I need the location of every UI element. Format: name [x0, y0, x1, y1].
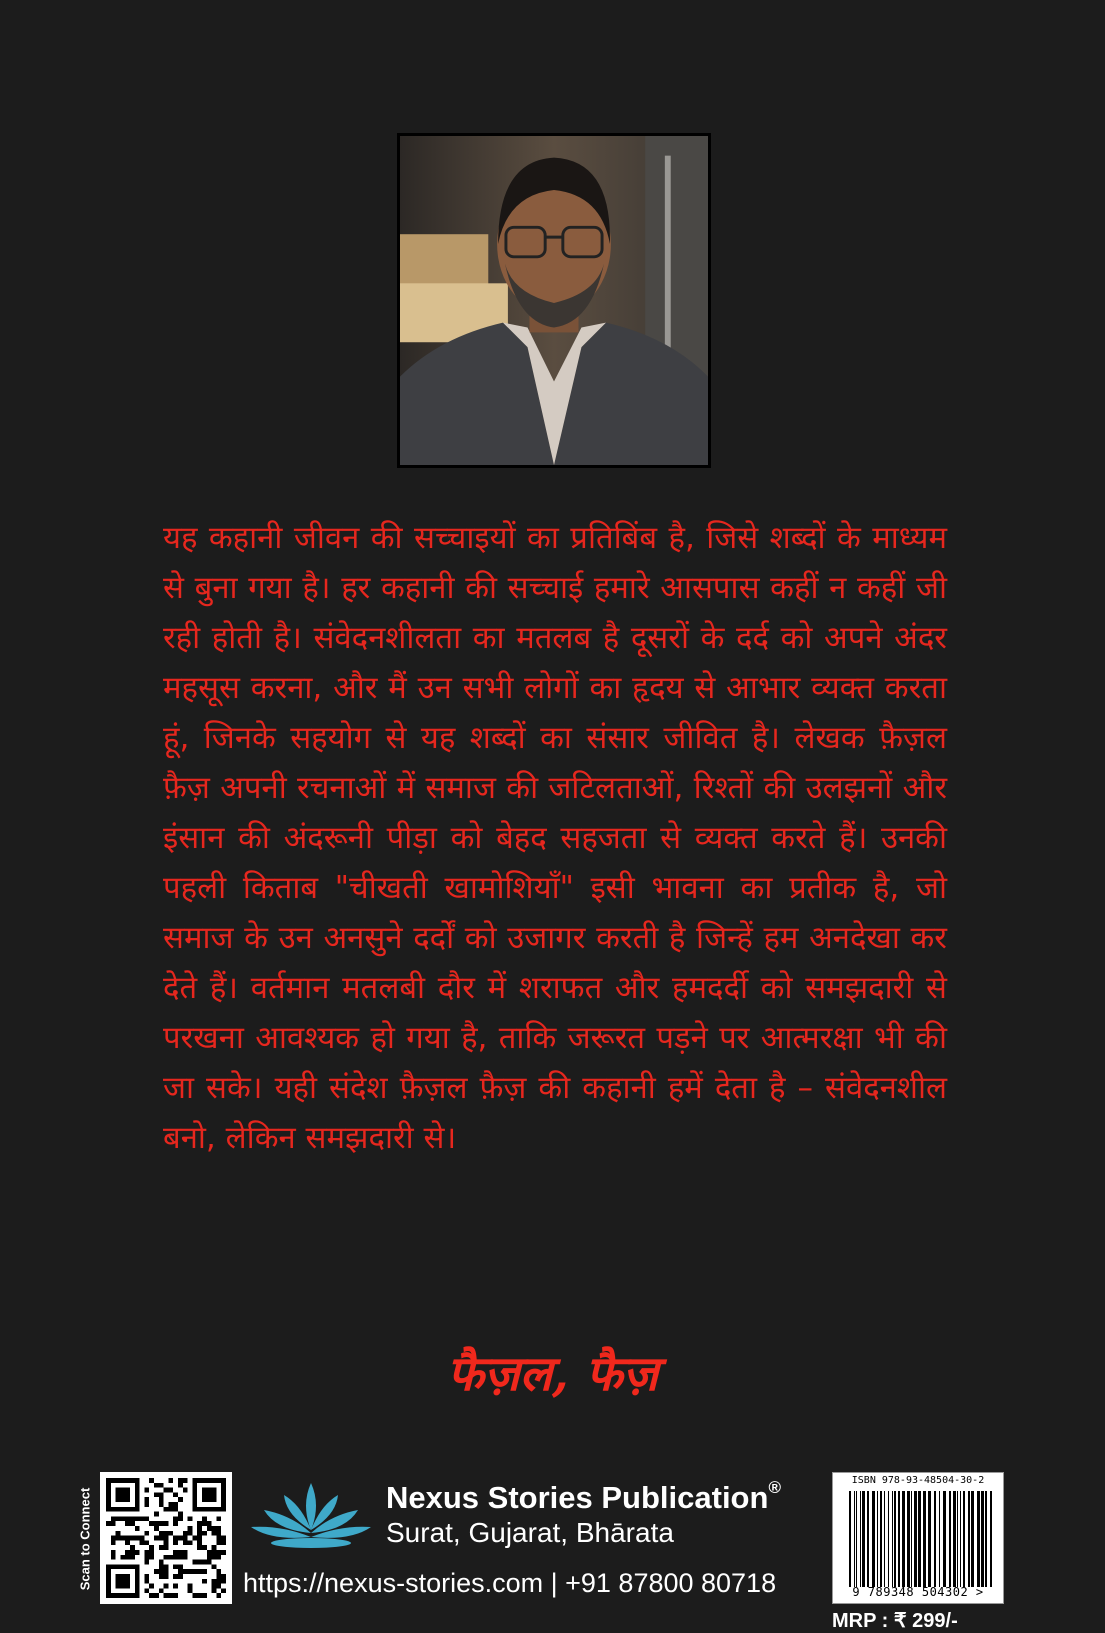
back-cover-blurb: यह कहानी जीवन की सच्चाइयों का प्रतिबिंब है, जिसे शब्दों के माध्यम से बुना गया है। हर कहानी की सच्चाई हमारे आसपास कहीं न कहीं जी रही होती है। संवेदनशीलता का मतलब है दूसरों के दर्द को अपने अंदर महसूस करना, और मैं उन सभी लोगों का हृदय से आभार व्यक्त करता हूं, जिनके सहयोग से यह शब्दों का संसार जीवित है। लेखक फ़ैज़ल फ़ैज़ अपनी रचनाओं में समाज की जटिलताओं, रिश्तों की उलझनों और इंसान की अंदरूनी पीड़ा को बेहद सहजता से व्यक्त करते हैं। उनकी पहली किताब "चीखती खामोशियाँ" इसी भावना का प्रतीक है, जो समाज के उन अनसुने दर्दों को उजागर करती है जिन्हें हम अनदेखा कर देते हैं। वर्तमान मतलबी दौर में शराफत और हमदर्दी को समझदारी से परखना आवश्यक हो गया है, ताकि जरूरत पड़ने पर आत्मरक्षा भी की जा सके। यही संदेश फ़ैज़ल फ़ैज़ की कहानी हमें देता है – संवेदनशील बनो, लेकिन समझदारी से।	[163, 520, 947, 1156]
publisher-location: Surat, Gujarat, Bhārata	[386, 1517, 674, 1548]
publisher-name: Nexus Stories Publication®	[386, 1477, 781, 1515]
qr-code	[100, 1472, 232, 1604]
author-signature: फैज़ल, फैज़	[446, 1346, 659, 1402]
author-photo	[397, 133, 711, 468]
publisher-contact[interactable]: https://nexus-stories.com | +91 87800 80718	[243, 1568, 777, 1598]
isbn-digits: 9 789348 504302 >	[852, 1585, 984, 1599]
isbn-barcode	[832, 1472, 1004, 1604]
barcode-icon	[847, 1491, 993, 1587]
qr-caption: Scan to Connect	[77, 1487, 93, 1591]
mrp-price: MRP : ₹ 299/-	[832, 1610, 958, 1632]
lotus-logo-icon	[246, 1475, 376, 1555]
isbn-label: ISBN 978-93-48504-30-2	[851, 1475, 985, 1486]
registered-mark: ®	[768, 1477, 781, 1497]
